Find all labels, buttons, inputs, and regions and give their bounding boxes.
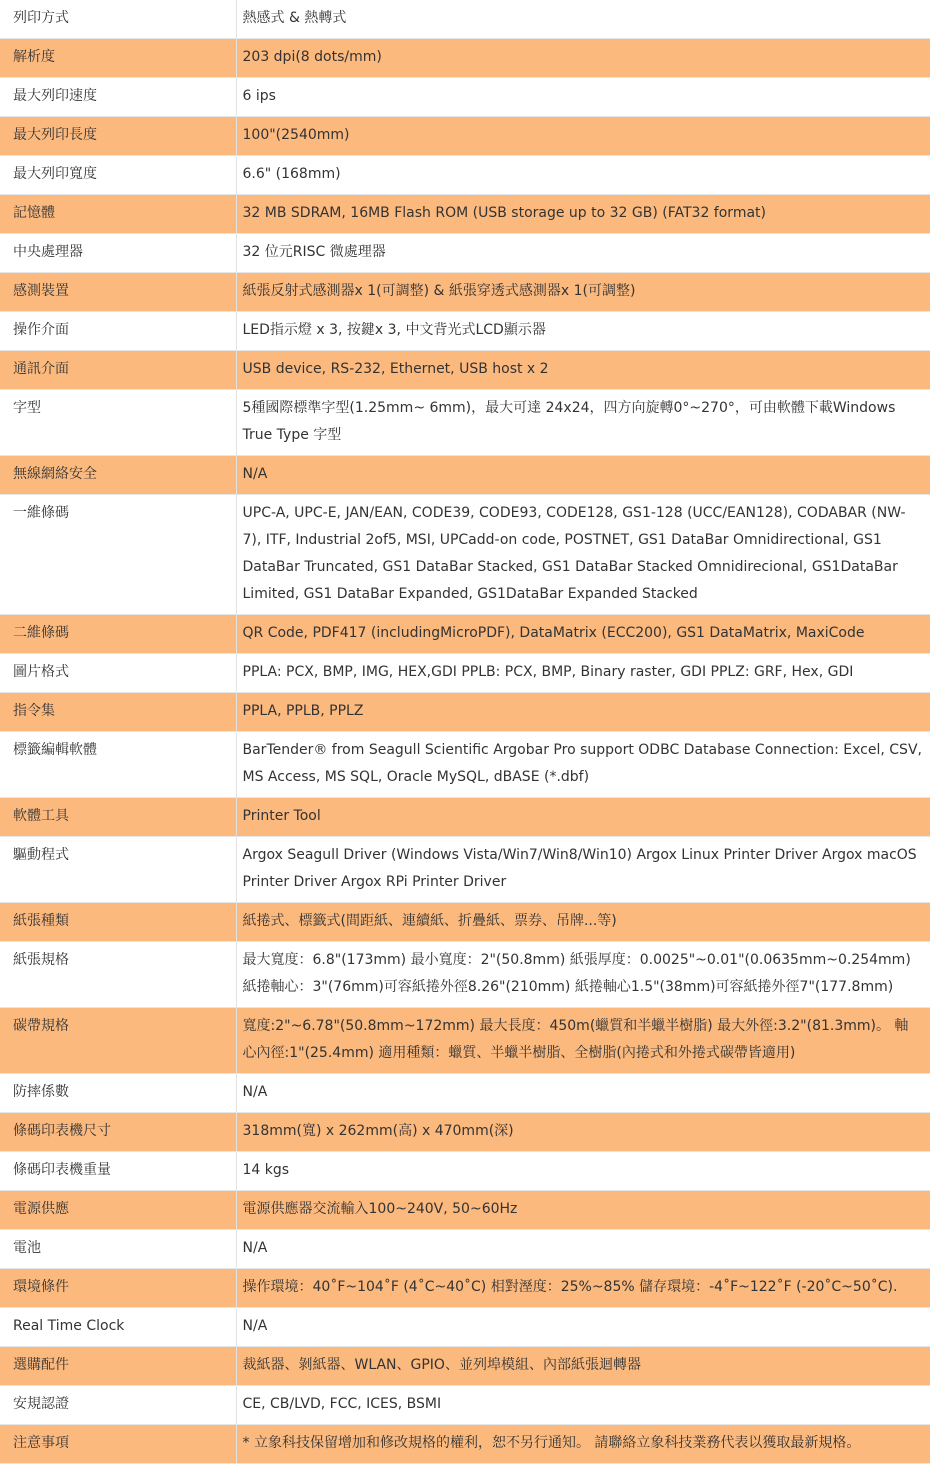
spec-row [0, 495, 930, 615]
spec-row [0, 1347, 930, 1386]
spec-value: N/A [236, 1230, 930, 1269]
spec-value: 裁紙器、剝紙器、WLAN、GPIO、並列埠模組、內部紙張迴轉器 [236, 1347, 930, 1386]
spec-label: 驅動程式 [0, 837, 236, 903]
spec-label: 選購配件 [0, 1347, 236, 1386]
spec-value: 318mm(寬) x 262mm(高) x 470mm(深) [236, 1113, 930, 1152]
spec-value: 32 MB SDRAM, 16MB Flash ROM (USB storage up to 32 GB) (FAT32 format) [236, 195, 930, 234]
spec-row [0, 693, 930, 732]
spec-row [0, 0, 930, 39]
spec-row [0, 1152, 930, 1191]
spec-label: 最大列印寬度 [0, 156, 236, 195]
spec-label: 防摔係數 [0, 1074, 236, 1113]
spec-value: N/A [236, 1074, 930, 1113]
spec-value: Printer Tool [236, 798, 930, 837]
spec-value: 最大寬度：6.8"(173mm) 最小寬度：2"(50.8mm) 紙張厚度：0.0025"~0.01"(0.0635mm~0.254mm) 紙捲軸心：3"(76mm)可容紙捲外徑8.26"(210mm) 紙捲軸心1.5"(38mm)可容紙捲外徑7"(177.8mm) [236, 942, 930, 1008]
spec-value: 寬度:2"~6.78"(50.8mm~172mm) 最大長度：450m(蠟質和半蠟半樹脂) 最大外徑:3.2"(81.3mm)。 軸心內徑:1"(25.4mm) 適用種類：蠟質、半蠟半樹脂、全樹脂(內捲式和外捲式碳帶皆適用) [236, 1008, 930, 1074]
spec-row [0, 39, 930, 78]
spec-row [0, 1113, 930, 1152]
spec-value: Argox Seagull Driver (Windows Vista/Win7/Win8/Win10) Argox Linux Printer Driver Argox macOS Printer Driver Argox RPi Printer Driver [236, 837, 930, 903]
spec-row [0, 78, 930, 117]
spec-label: 字型 [0, 390, 236, 456]
spec-label: 最大列印速度 [0, 78, 236, 117]
spec-row [0, 1425, 930, 1464]
spec-row [0, 1008, 930, 1074]
spec-row [0, 117, 930, 156]
spec-value: 5種國際標準字型(1.25mm~ 6mm)，最大可達 24x24，四方向旋轉0°~270°，可由軟體下載Windows True Type 字型 [236, 390, 930, 456]
spec-label: 列印方式 [0, 0, 236, 39]
spec-label: 條碼印表機重量 [0, 1152, 236, 1191]
spec-label: 解析度 [0, 39, 236, 78]
spec-row [0, 156, 930, 195]
spec-row [0, 615, 930, 654]
spec-value: 100"(2540mm) [236, 117, 930, 156]
spec-value: 紙捲式、標籤式(間距紙、連續紙、折疊紙、票券、吊牌...等) [236, 903, 930, 942]
spec-value: 203 dpi(8 dots/mm) [236, 39, 930, 78]
spec-row [0, 732, 930, 798]
spec-value: N/A [236, 1308, 930, 1347]
spec-label: 通訊介面 [0, 351, 236, 390]
spec-row [0, 1269, 930, 1308]
spec-row [0, 456, 930, 495]
spec-label: 電源供應 [0, 1191, 236, 1230]
spec-value: 電源供應器交流輸入100~240V, 50~60Hz [236, 1191, 930, 1230]
spec-label: 中央處理器 [0, 234, 236, 273]
spec-value: 6 ips [236, 78, 930, 117]
spec-value: PPLA, PPLB, PPLZ [236, 693, 930, 732]
spec-label: Real Time Clock [0, 1308, 236, 1347]
spec-label: 軟體工具 [0, 798, 236, 837]
spec-label: 操作介面 [0, 312, 236, 351]
spec-row [0, 1386, 930, 1425]
spec-label: 碳帶規格 [0, 1008, 236, 1074]
spec-row [0, 1191, 930, 1230]
spec-row [0, 1074, 930, 1113]
spec-label: 安規認證 [0, 1386, 236, 1425]
spec-value: PPLA: PCX, BMP, IMG, HEX,GDI PPLB: PCX, BMP, Binary raster, GDI PPLZ: GRF, Hex, GDI [236, 654, 930, 693]
spec-row [0, 837, 930, 903]
spec-label: 指令集 [0, 693, 236, 732]
spec-value: BarTender® from Seagull Scientific Argobar Pro support ODBC Database Connection: Excel, CSV, MS Access, MS SQL, Oracle MySQL, dBASE (*.dbf) [236, 732, 930, 798]
spec-label: 二維條碼 [0, 615, 236, 654]
spec-label: 紙張規格 [0, 942, 236, 1008]
spec-label: 注意事項 [0, 1425, 236, 1464]
spec-row [0, 390, 930, 456]
spec-label: 最大列印長度 [0, 117, 236, 156]
spec-value: N/A [236, 456, 930, 495]
spec-row [0, 1308, 930, 1347]
spec-label: 電池 [0, 1230, 236, 1269]
spec-value: 紙張反射式感測器x 1(可調整) & 紙張穿透式感測器x 1(可調整) [236, 273, 930, 312]
spec-value: CE, CB/LVD, FCC, ICES, BSMI [236, 1386, 930, 1425]
spec-value: UPC-A, UPC-E, JAN/EAN, CODE39, CODE93, CODE128, GS1-128 (UCC/EAN128), CODABAR (NW-7), ITF, Industrial 2of5, MSI, UPCadd-on code, POSTNET, GS1 DataBar Omnidirectional, GS1 DataBar Truncated, GS1 DataBar Stacked, GS1 DataBar Stacked Omnidirecional, GS1DataBar Limited, GS1 DataBar Expanded, GS1DataBar Expanded Stacked [236, 495, 930, 615]
spec-row [0, 312, 930, 351]
spec-value: QR Code, PDF417 (includingMicroPDF), DataMatrix (ECC200), GS1 DataMatrix, MaxiCode [236, 615, 930, 654]
spec-label: 標籤編輯軟體 [0, 732, 236, 798]
spec-label: 記憶體 [0, 195, 236, 234]
spec-value: * 立象科技保留增加和修改規格的權利，恕不另行通知。 請聯絡立象科技業務代表以獲取最新規格。 [236, 1425, 930, 1464]
spec-value: 操作環境：40˚F~104˚F (4˚C~40˚C) 相對溼度：25%~85% 儲存環境：-4˚F~122˚F (-20˚C~50˚C). [236, 1269, 930, 1308]
spec-row [0, 942, 930, 1008]
spec-value: LED指示燈 x 3, 按鍵x 3, 中文背光式LCD顯示器 [236, 312, 930, 351]
spec-row [0, 654, 930, 693]
spec-label: 條碼印表機尺寸 [0, 1113, 236, 1152]
spec-value: 14 kgs [236, 1152, 930, 1191]
spec-value: USB device, RS-232, Ethernet, USB host x 2 [236, 351, 930, 390]
spec-row [0, 273, 930, 312]
spec-label: 無線網絡安全 [0, 456, 236, 495]
spec-value: 6.6" (168mm) [236, 156, 930, 195]
spec-label: 一維條碼 [0, 495, 236, 615]
spec-row [0, 798, 930, 837]
spec-row [0, 351, 930, 390]
spec-row [0, 903, 930, 942]
spec-row [0, 234, 930, 273]
spec-label: 紙張種類 [0, 903, 236, 942]
spec-label: 環境條件 [0, 1269, 236, 1308]
spec-row [0, 195, 930, 234]
spec-row [0, 1230, 930, 1269]
spec-label: 圖片格式 [0, 654, 236, 693]
spec-value: 熱感式 & 熱轉式 [236, 0, 930, 39]
spec-label: 感測裝置 [0, 273, 236, 312]
spec-value: 32 位元RISC 微處理器 [236, 234, 930, 273]
